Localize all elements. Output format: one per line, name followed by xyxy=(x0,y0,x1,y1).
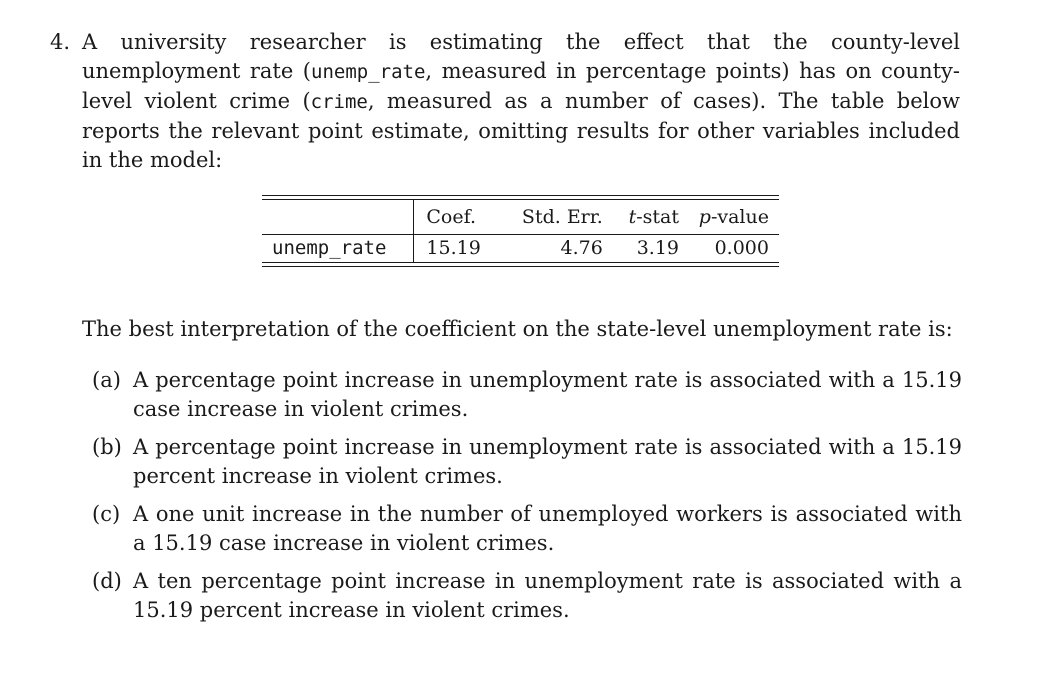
question-text-part: , measured as a number of cases). The table below reports the relevant point estimate, omitting results for other variables included in the model: xyxy=(82,89,960,172)
option-text: A percentage point increase in unemployment rate is associated with a 15.19 case increase in violent crimes. xyxy=(133,368,962,421)
row-std-err: 4.76 xyxy=(560,237,603,260)
row-p-value: 0.000 xyxy=(714,237,769,260)
interpretation-prompt: The best interpretation of the coefficient on the state-level unemployment rate is: xyxy=(82,317,953,341)
header-p-italic: p xyxy=(698,205,711,228)
table-top-rule xyxy=(262,195,779,196)
option-c[interactable] xyxy=(92,500,962,558)
header-p-value xyxy=(679,200,779,234)
option-a[interactable] xyxy=(92,366,962,424)
table-row xyxy=(262,234,779,262)
question-text xyxy=(82,28,960,175)
option-letter: (a) xyxy=(92,368,121,392)
option-d[interactable] xyxy=(92,567,962,625)
row-coef: 15.19 xyxy=(414,234,504,262)
row-t-stat: 3.19 xyxy=(636,237,680,260)
table-bottom-rule xyxy=(262,262,779,263)
option-letter: (c) xyxy=(92,502,121,526)
answer-options xyxy=(92,366,962,634)
option-b[interactable] xyxy=(92,433,962,491)
header-coef: Coef. xyxy=(414,200,504,234)
table-header-row xyxy=(262,200,779,234)
question-text-part: A university researcher is estimating the effect that the county-level unemployment rate ( xyxy=(82,30,960,83)
question-text-part: , measured in percentage points) has on county-level violent crime ( xyxy=(82,59,960,113)
option-text: A ten percentage point increase in unemployment rate is associated with a 15.19 percent increase in violent crimes. xyxy=(133,569,962,622)
question-4 xyxy=(50,28,960,175)
option-letter: (b) xyxy=(92,435,122,459)
table-bottom-rule-double xyxy=(262,266,779,267)
header-std-err: Std. Err. xyxy=(521,205,603,228)
option-text: A percentage point increase in unemployment rate is associated with a 15.19 percent increase in violent crimes. xyxy=(133,435,962,488)
header-variable xyxy=(262,200,414,234)
header-p-suffix: -value xyxy=(710,205,769,228)
header-t-stat xyxy=(603,200,679,234)
question-number: 4. xyxy=(50,30,71,54)
row-variable: unemp_rate xyxy=(272,237,387,260)
header-t-italic: t xyxy=(628,205,637,228)
header-t-suffix: -stat xyxy=(636,205,680,228)
variable-unemp-rate: unemp_rate xyxy=(311,61,426,83)
option-text: A one unit increase in the number of unemployed workers is associated with a 15.19 case increase in violent crimes. xyxy=(133,502,962,555)
variable-crime: crime xyxy=(310,91,368,113)
regression-table xyxy=(262,200,779,262)
option-letter: (d) xyxy=(92,569,122,593)
